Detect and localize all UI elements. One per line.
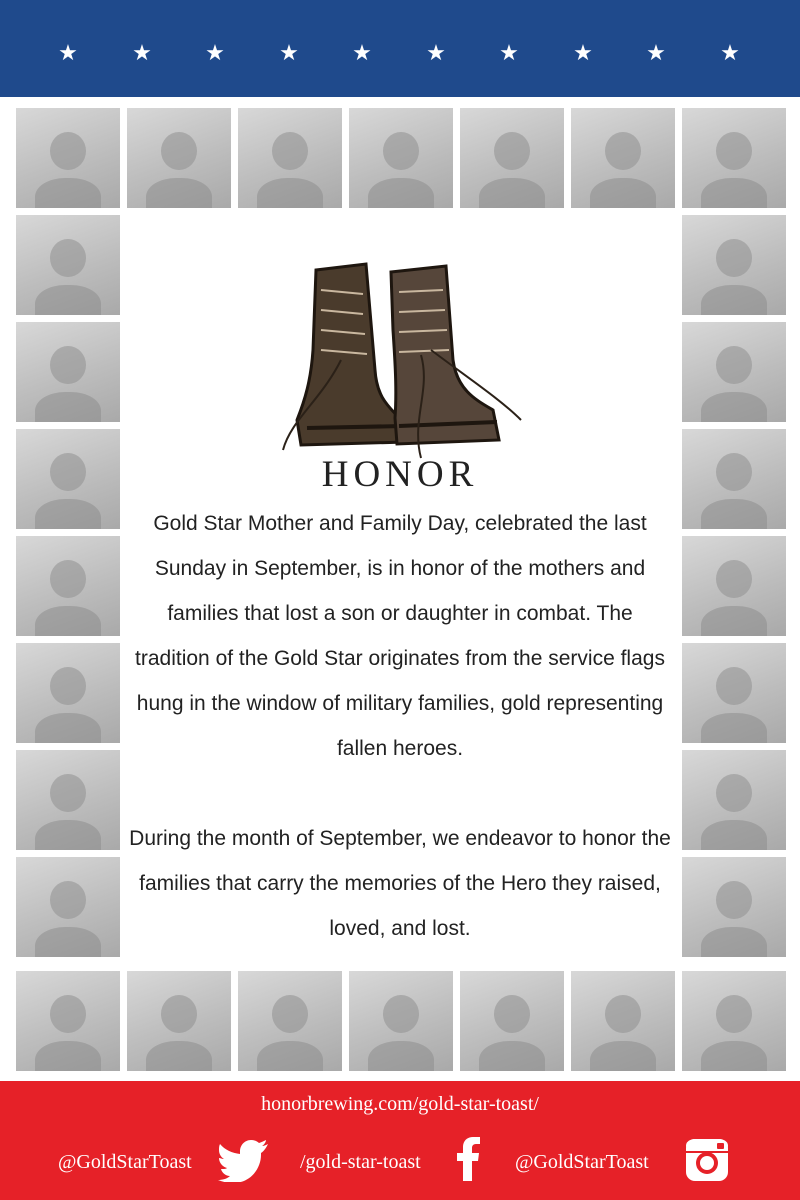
- intro-paragraph: Gold Star Mother and Family Day, celebrated the last Sunday in September, is in honor of the mothers and families that lost a son or daughter in combat. The tradition of the Gold Star originates from the service flags hung in the window of military families, gold representing fallen heroes.: [135, 512, 665, 760]
- combat-boots-icon: [271, 250, 531, 460]
- photo-tile: [682, 857, 786, 957]
- photo-tile: [682, 322, 786, 422]
- top-banner: [0, 0, 800, 97]
- photo-tile: [682, 536, 786, 636]
- star-icon: ★: [132, 41, 152, 66]
- photo-tile: [682, 971, 786, 1071]
- website-link[interactable]: honorbrewing.com/gold-star-toast/: [261, 1093, 539, 1115]
- twitter-icon[interactable]: [218, 1138, 270, 1182]
- photo-tile: [571, 971, 675, 1071]
- photo-tile: [349, 108, 453, 208]
- photo-tile: [682, 643, 786, 743]
- footer-band: [0, 1081, 800, 1200]
- star-icon: ★: [720, 41, 740, 66]
- star-icon: ★: [352, 41, 372, 66]
- photo-tile: [16, 322, 120, 422]
- star-icon: ★: [573, 41, 593, 66]
- honor-title: HONOR: [321, 454, 479, 495]
- star-icon: ★: [279, 41, 299, 66]
- photo-tile: [682, 108, 786, 208]
- star-icon: ★: [426, 41, 446, 66]
- photo-tile: [460, 971, 564, 1071]
- photo-tile: [682, 750, 786, 850]
- twitter-handle[interactable]: @GoldStarToast: [58, 1151, 192, 1173]
- instagram-icon[interactable]: [684, 1137, 730, 1183]
- star-icon: ★: [58, 41, 78, 66]
- photo-tile: [16, 536, 120, 636]
- photo-tile: [349, 971, 453, 1071]
- photo-tile: [238, 108, 342, 208]
- star-row: [0, 36, 800, 72]
- photo-tile: [16, 215, 120, 315]
- photo-tile: [16, 643, 120, 743]
- photo-tile: [238, 971, 342, 1071]
- star-icon: ★: [646, 41, 666, 66]
- facebook-icon[interactable]: [456, 1137, 480, 1181]
- photo-tile: [460, 108, 564, 208]
- september-paragraph: During the month of September, we endeavor to honor the families that carry the memories of the Hero they raised, loved, and lost.: [129, 827, 671, 940]
- photo-tile: [16, 429, 120, 529]
- photo-tile: [16, 857, 120, 957]
- main-content: [128, 215, 672, 965]
- photo-tile: [16, 971, 120, 1071]
- photo-tile: [571, 108, 675, 208]
- star-icon: ★: [499, 41, 519, 66]
- photo-tile: [127, 971, 231, 1071]
- star-icon: ★: [205, 41, 225, 66]
- photo-tile: [682, 429, 786, 529]
- photo-tile: [16, 108, 120, 208]
- photo-tile: [16, 750, 120, 850]
- instagram-handle[interactable]: @GoldStarToast: [515, 1151, 649, 1173]
- photo-tile: [127, 108, 231, 208]
- facebook-handle[interactable]: /gold-star-toast: [300, 1151, 421, 1173]
- photo-tile: [682, 215, 786, 315]
